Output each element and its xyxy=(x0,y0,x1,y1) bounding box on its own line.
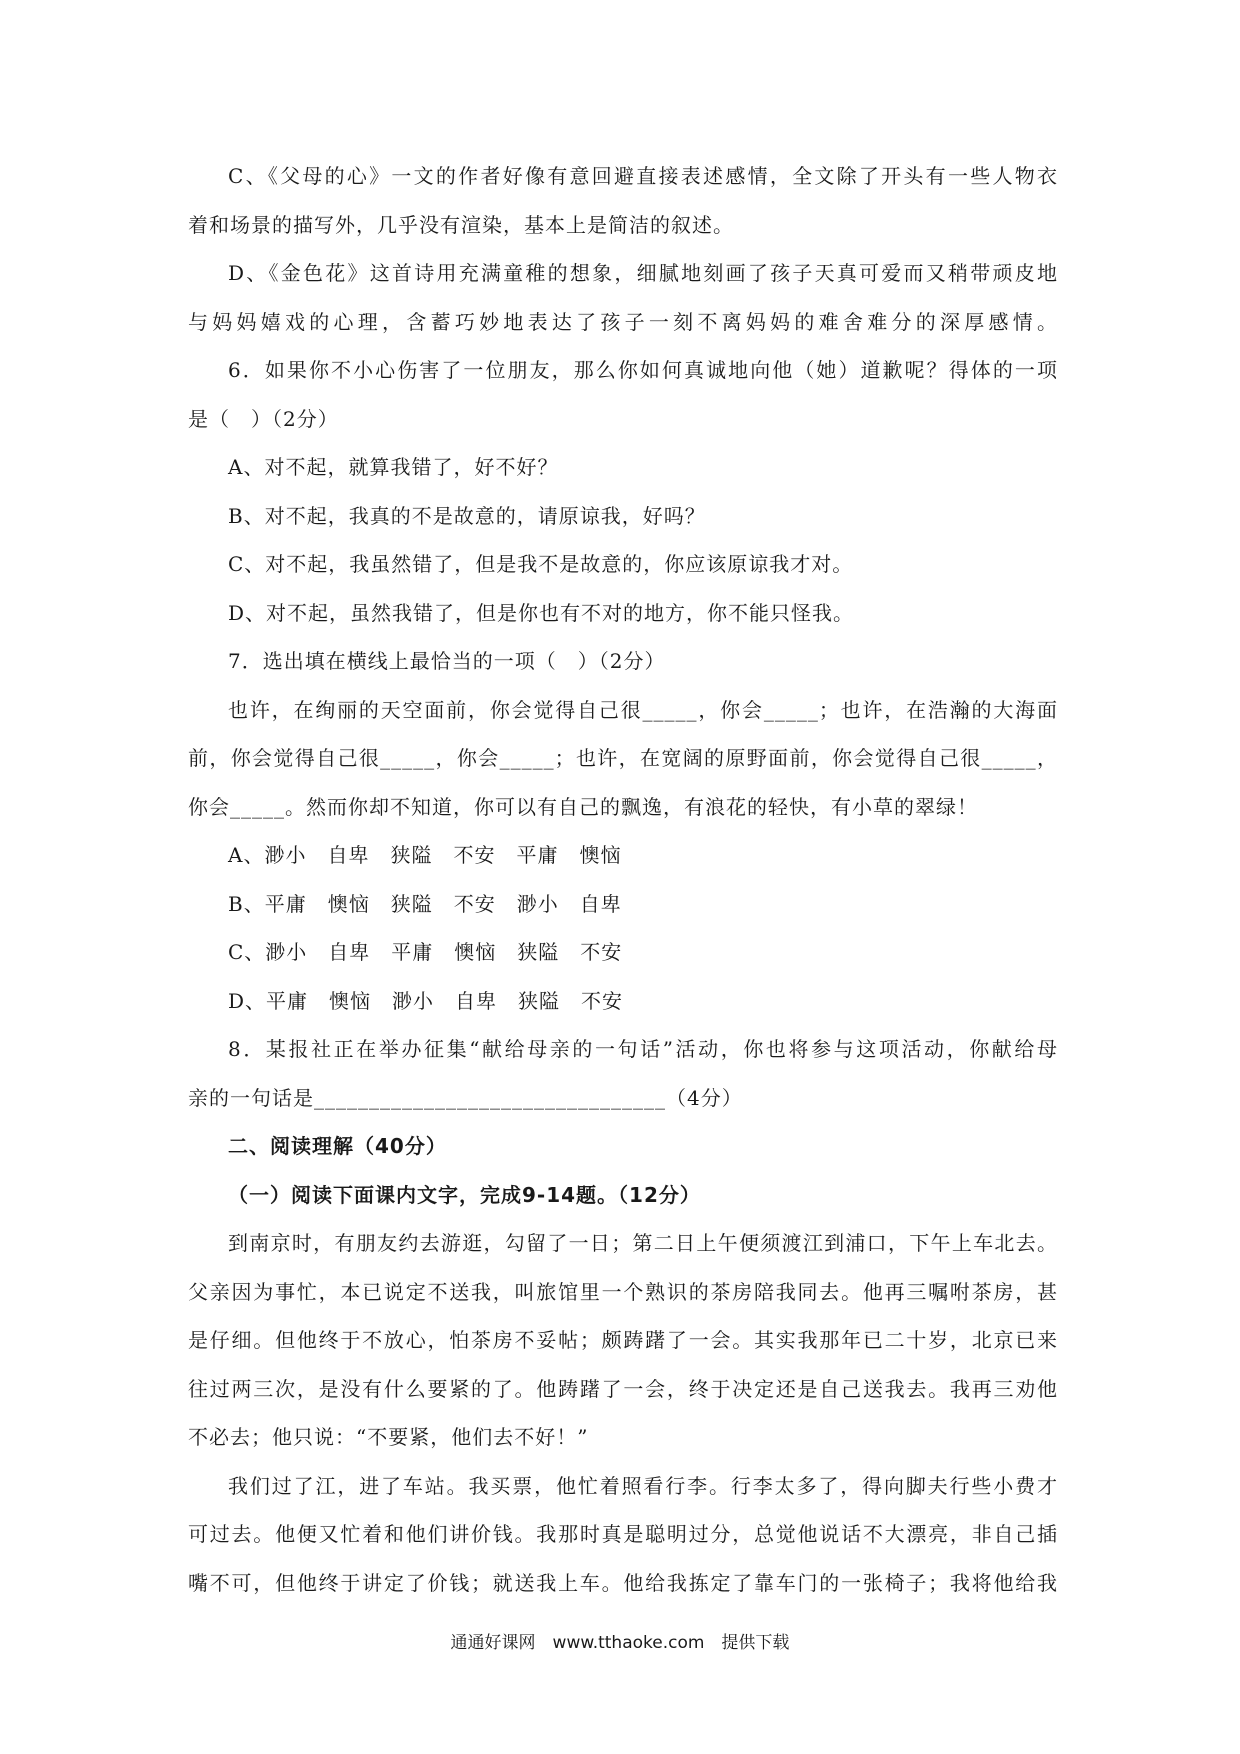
text-line: 嘴不可，但他终于讲定了价钱；就送我上车。他给我拣定了靠车门的一张椅子；我将他给我 xyxy=(188,1570,1058,1595)
text-line: 你会_____。然而你却不知道，你可以有自己的飘逸，有浪花的轻快，有小草的翠绿！ xyxy=(188,794,978,819)
text-line: A、对不起，就算我错了，好不好？ xyxy=(228,455,559,479)
text-line: 不必去；他只说：“不要紧，他们去不好！” xyxy=(188,1425,589,1449)
section-heading: 二、阅读理解（40分） xyxy=(228,1134,447,1158)
text-line: D、对不起，虽然我错了，但是你也有不对的地方，你不能只怪我。 xyxy=(228,600,855,625)
text-line: 往过两三次，是没有什么要紧的了。他踌躇了一会，终于决定还是自己送我去。我再三劝他 xyxy=(188,1376,1058,1401)
text-line: C、对不起，我虽然错了，但是我不是故意的，你应该原谅我才对。 xyxy=(228,552,854,576)
text-line: 与妈妈嬉戏的心理，含蓄巧妙地表达了孩子一刻不离妈妈的难舍难分的深厚感情。 xyxy=(188,309,1058,334)
text-line: C、渺小 自卑 平庸 懊恼 狭隘 不安 xyxy=(228,940,623,964)
text-line: 我们过了江，进了车站。我买票，他忙着照看行李。行李太多了，得向脚夫行些小费才 xyxy=(228,1473,1058,1498)
section-heading: （一）阅读下面课内文字，完成9-14题。（12分） xyxy=(228,1182,701,1207)
text-line: 是（ ）（2分） xyxy=(188,406,339,431)
text-line: B、对不起，我真的不是故意的，请原谅我，好吗？ xyxy=(228,503,706,528)
text-line: 也许，在绚丽的天空面前，你会觉得自己很_____，你会_____；也许，在浩瀚的大海面 xyxy=(228,697,1058,722)
text-line: 6．如果你不小心伤害了一位朋友，那么你如何真诚地向他（她）道歉呢？得体的一项 xyxy=(228,358,1058,382)
text-line: 着和场景的描写外，几乎没有渲染，基本上是简洁的叙述。 xyxy=(188,212,734,237)
text-line: D、平庸 懊恼 渺小 自卑 狭隘 不安 xyxy=(228,988,624,1013)
text-line: 亲的一句话是________________________________（4分） xyxy=(188,1085,743,1110)
text-line: A、渺小 自卑 狭隘 不安 平庸 懊恼 xyxy=(228,843,622,867)
text-line: 是仔细。但他终于不放心，怕茶房不妥帖；颇踌躇了一会。其实我那年已二十岁，北京已来 xyxy=(188,1328,1058,1352)
text-line: 到南京时，有朋友约去游逛，勾留了一日；第二日上午便须渡江到浦口，下午上车北去。 xyxy=(228,1231,1058,1255)
text-line: B、平庸 懊恼 狭隘 不安 渺小 自卑 xyxy=(228,891,622,916)
text-line: 前，你会觉得自己很_____，你会_____；也许，在宽阔的原野面前，你会觉得自己很_____， xyxy=(188,746,1058,770)
text-line: 8．某报社正在举办征集“献给母亲的一句话”活动，你也将参与这项活动，你献给母 xyxy=(228,1037,1058,1061)
text-line: 父亲因为事忙，本已说定不送我，叫旅馆里一个熟识的茶房陪我同去。他再三嘱咐茶房，甚 xyxy=(188,1279,1058,1304)
text-line: 7．选出填在横线上最恰当的一项（ ）（2分） xyxy=(228,649,666,673)
text-line: D、《金色花》这首诗用充满童稚的想象，细腻地刻画了孩子天真可爱而又稍带顽皮地 xyxy=(228,261,1058,285)
document-body xyxy=(188,152,1058,1607)
page-footer: 通通好课网 www.tthaoke.com 提供下载 xyxy=(450,1633,790,1653)
text-line: 可过去。他便又忙着和他们讲价钱。我那时真是聪明过分，总觉他说话不大漂亮，非自己插 xyxy=(188,1522,1058,1546)
text-line: C、《父母的心》一文的作者好像有意回避直接表述感情，全文除了开头有一些人物衣 xyxy=(228,164,1058,188)
